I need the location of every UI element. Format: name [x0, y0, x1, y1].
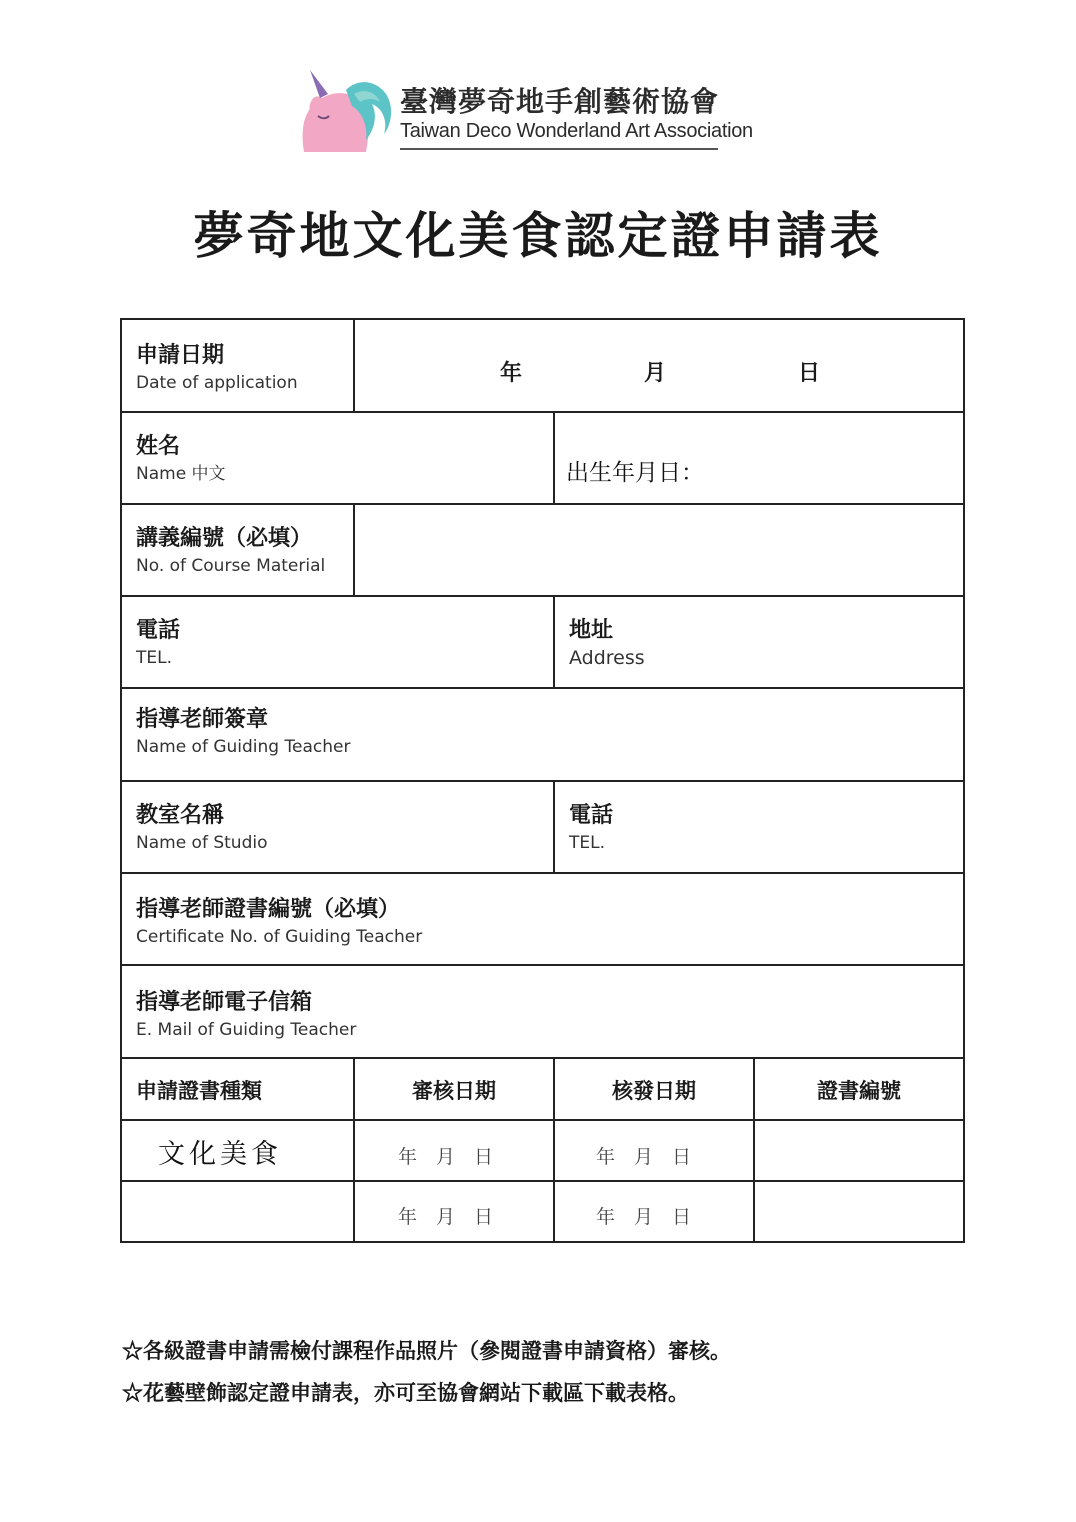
- association-logo: [296, 68, 753, 156]
- header-issue-date: 核發日期: [612, 1078, 696, 1103]
- org-name-zh: 臺灣夢奇地手創藝術協會: [400, 85, 720, 118]
- review-date-cell[interactable]: 年 月 日: [398, 1206, 494, 1228]
- application-day-field[interactable]: 日: [798, 360, 821, 386]
- row-divider: [122, 687, 963, 689]
- col-divider: [553, 780, 555, 872]
- note-item: ☆各級證書申請需檢付課程作品照片（參閱證書申請資格）審核。: [122, 1338, 731, 1363]
- col-divider: [553, 595, 555, 687]
- row-divider: [122, 964, 963, 966]
- application-form: [120, 318, 965, 1243]
- logo-underline: [400, 148, 718, 150]
- issue-date-cell[interactable]: 年 月 日: [596, 1206, 692, 1228]
- certificate-type-cell: 文化美食: [158, 1139, 282, 1170]
- tel-label: 電話 TEL.: [136, 617, 181, 668]
- row-divider: [122, 411, 963, 413]
- org-name-en: Taiwan Deco Wonderland Art Association: [400, 120, 753, 142]
- col-divider: [353, 320, 355, 411]
- notes: [122, 1330, 982, 1414]
- teacher-signature-label: 指導老師簽章 Name of Guiding Teacher: [136, 706, 351, 757]
- unicorn-icon: [296, 68, 396, 154]
- teacher-certificate-label: 指導老師證書編號（必填） Certificate No. of Guiding Teacher: [136, 896, 423, 947]
- course-material-field[interactable]: [355, 505, 961, 593]
- name-label: 姓名 Name 中文: [136, 433, 226, 484]
- issue-date-cell[interactable]: 年 月 日: [596, 1146, 692, 1168]
- row-divider: [122, 780, 963, 782]
- review-date-cell[interactable]: 年 月 日: [398, 1146, 494, 1168]
- date-of-application-label: 申請日期 Date of application: [136, 342, 298, 393]
- form-title: 夢奇地文化美食認定證申請表: [193, 206, 883, 265]
- col-divider: [553, 411, 555, 503]
- address-label: 地址 Address: [569, 617, 645, 669]
- course-material-label: 講義編號（必填） No. of Course Material: [136, 525, 326, 576]
- teacher-email-label: 指導老師電子信箱 E. Mail of Guiding Teacher: [136, 989, 357, 1040]
- row-divider: [122, 1180, 963, 1182]
- header-review-date: 審核日期: [412, 1078, 496, 1103]
- application-year-field[interactable]: 年: [500, 360, 523, 386]
- row-divider: [122, 1057, 963, 1059]
- birth-date-field[interactable]: 出生年月日：: [566, 460, 704, 486]
- studio-tel-label: 電話 TEL.: [569, 802, 614, 853]
- header-certificate-type: 申請證書種類: [136, 1078, 262, 1103]
- row-divider: [122, 872, 963, 874]
- header-certificate-no: 證書編號: [817, 1078, 901, 1103]
- row-divider: [122, 595, 963, 597]
- application-month-field[interactable]: 月: [644, 360, 667, 386]
- row-divider: [122, 1119, 963, 1121]
- note-item: ☆花藝壁飾認定證申請表，亦可至協會網站下載區下載表格。: [122, 1380, 689, 1405]
- studio-name-label: 教室名稱 Name of Studio: [136, 802, 268, 853]
